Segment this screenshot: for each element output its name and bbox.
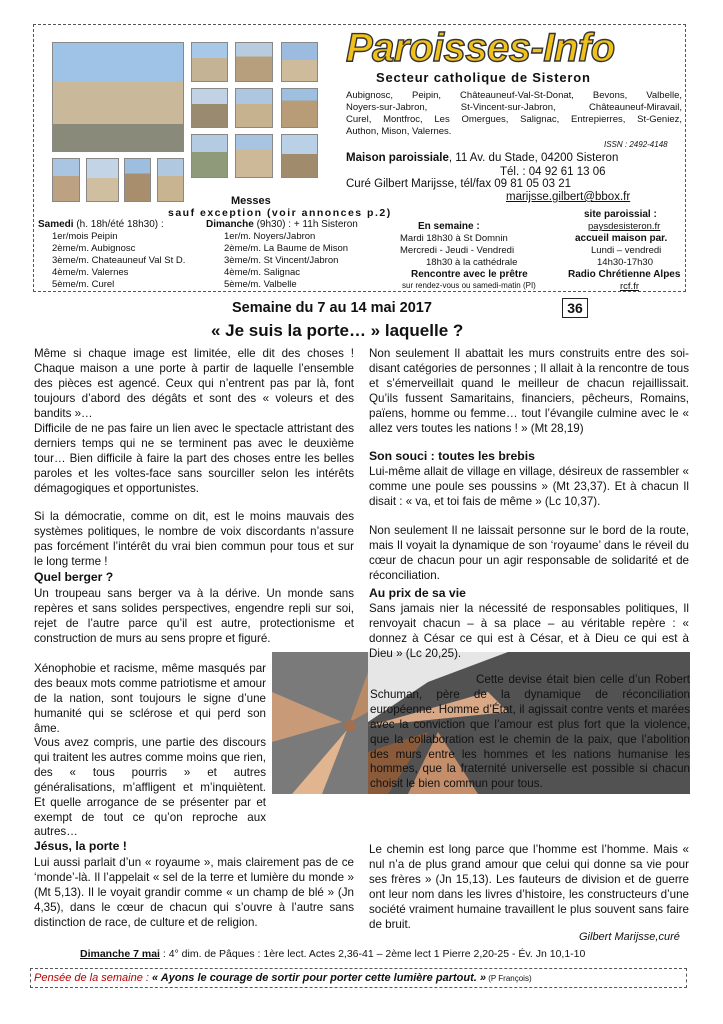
- maison-address: , 11 Av. du Stade, 04200 Sisteron: [448, 152, 619, 164]
- maison-label: Maison paroissiale: [346, 152, 449, 164]
- site-link[interactable]: paysdesisteron.fr: [588, 221, 661, 232]
- cure-contact: Curé Gilbert Marijsse, tél/fax 09 81 05 03 21: [346, 178, 572, 190]
- dimanche-heading: [206, 219, 358, 230]
- church-photo: [52, 158, 80, 202]
- issue-number: 36: [562, 298, 588, 318]
- church-photo: [281, 134, 318, 178]
- villages-line: Noyers-sur-Jabron, St-Vincent-sur-Jabron, Châteauneuf-Miravail,: [346, 102, 682, 113]
- rencontre-title: Rencontre avec le prêtre: [411, 269, 528, 280]
- church-photo: [191, 134, 228, 178]
- church-photo: [281, 42, 318, 82]
- right-paragraph: Le chemin est long parce que l’homme est l’homme. Mais « nul n’a de plus grand amour que celui qui donne sa vie pour ses frères » (Jn 15,13). Les fauteurs de division et de guerre ont leur nom dans les livres d’histoire, les constructeurs d’une société vraiment humaine travaillent le plus souvent sans faire de bruit.: [369, 843, 689, 931]
- accueil-days: Lundi – vendredi: [591, 245, 662, 256]
- left-paragraph: Un troupeau sans berger va à la dérive. Un monde sans repères et sans solides perspectives, engendre repli sur soi, rejet de l’autre parce qu’il est autre, protectionisme et construction de murs au sens propre et figuré.: [34, 587, 354, 645]
- dimanche-item: 2ème/m. La Baume de Mison: [224, 243, 349, 254]
- samedi-item: 5ème/m. Curel: [52, 279, 115, 290]
- right-paragraph: Sans jamais nier la nécessité de responsables politiques, Il renvoyait chacun – à sa place – au véritable repère : « donnez à César ce qui est à César, et à Dieu ce qui est à Dieu » (Lc 20,25).: [369, 602, 689, 660]
- church-photo: [281, 88, 318, 128]
- samedi-item: 2ème/m. Aubignosc: [52, 243, 136, 254]
- church-photo: [191, 42, 228, 82]
- left-paragraph: Si la démocratie, comme on dit, est le moins mauvais des systèmes politiques, le nombre de voix discordants n’assure pas forcément l’intérêt du vrai bien commun pour tous et sur le long terme !: [34, 510, 354, 568]
- church-photo: [191, 88, 228, 128]
- pensee-text: « Ayons le courage de sortir pour porter cette lumière partout. »: [148, 972, 486, 984]
- samedi-item: 4ème/m. Valernes: [52, 267, 129, 278]
- week-label: Semaine du 7 au 14 mai 2017: [232, 300, 432, 316]
- masthead-title: Paroisses-Info: [346, 26, 615, 70]
- footer-dimanche: Dimanche 7 mai: [80, 948, 160, 960]
- samedi-item: 3ème/m. Chateauneuf Val St D.: [52, 255, 186, 266]
- footer-readings: : 4° dim. de Pâques : 1ère lect. Actes 2,36-41 – 2ème lect 1 Pierre 2,20-25 - Év. Jn 10,1-10: [159, 948, 586, 960]
- semaine-item: 18h30 à la cathédrale: [426, 257, 518, 268]
- villages-line: Authon, Mison, Valernes.: [346, 126, 452, 137]
- left-paragraph: Difficile de ne pas faire un lien avec le spectacle attristant des derniers temps qui ne se terminent pas avec le deuxième tour… Bien difficile à faire la part des choses entre les belles paroles et les voltes-face sans sourciller selon les intérêts démagogiques et opportunistes.: [34, 422, 354, 495]
- church-photo: [235, 134, 273, 178]
- dimanche-item: 5ème/m. Valbelle: [224, 279, 297, 290]
- samedi-heading: [38, 219, 164, 230]
- accueil-title: accueil maison par.: [575, 233, 668, 244]
- signature: Gilbert Marijsse,curé: [579, 931, 680, 943]
- right-paragraph: Non seulement Il ne laissait personne sur le bord de la route, mais Il voyait la dynamique de son ‘royaume’ dans le réveil du cœur de chacun pour un agir responsable de solidarité et de réconciliation.: [369, 524, 689, 582]
- church-photo-main: [52, 42, 184, 152]
- dimanche-item: 1er/m. Noyers/Jabron: [224, 231, 316, 242]
- subheading-prix: Au prix de sa vie: [369, 586, 466, 600]
- church-photo: [86, 158, 119, 202]
- samedi-item: 1er/mois Peipin: [52, 231, 118, 242]
- readings-line: [80, 948, 585, 960]
- masthead-subtitle: Secteur catholique de Sisteron: [376, 70, 591, 85]
- left-paragraph: Vous avez compris, une partie des discours qui traitent les autres comme moins que rien, des « tous pourris » et autres généralisations, m’affligent et m’inquiètent. Et quelle arrogance de se présenter par et exempt de tout ce qu’on reproche aux autres…: [34, 736, 266, 839]
- hands-photo: [272, 652, 368, 794]
- subheading-jesus: Jésus, la porte !: [34, 839, 127, 853]
- semaine-title: En semaine :: [418, 221, 480, 232]
- right-paragraph: Non seulement Il abattait les murs construits entre des soi-disant catégories de personnes ; Il allait à la rencontre de tous et s’émerveillait quand le meilleur de chacun rejaillissait. Qu’ils fussent Samaritains, financiers, pêcheurs, Romains, païens, homme ou femme… tout l’évangile culmine avec le « allez vers toutes les nations ! » (Mt 28,19): [369, 347, 689, 435]
- semaine-item: Mercredi - Jeudi - Vendredi: [400, 245, 515, 256]
- pensee-author: (P François): [485, 974, 532, 983]
- subheading-berger: Quel berger ?: [34, 570, 114, 584]
- semaine-item: Mardi 18h30 à St Domnin: [400, 233, 508, 244]
- dimanche-title: Dimanche: [206, 219, 254, 230]
- church-photo: [235, 88, 273, 128]
- hands-illustration: [272, 652, 368, 794]
- right-paragraph: Lui-même allait de village en village, désireux de rassembler « comme une poule ses poussins » (Mt 23,37). Et à chacun Il disait : « va, et toi fais de même » (Lc 10,37).: [369, 465, 689, 508]
- villages-line: Aubignosc, Peipin, Châteauneuf-Val-St-Donat, Bevons, Valbelle,: [346, 90, 682, 101]
- maison-line: [346, 152, 618, 164]
- issn: ISSN : 2492-4148: [604, 140, 668, 149]
- right-paragraph: Cette devise était bien celle d’un Robert Schuman, père de la dynamique de réconciliation européenne. Homme d’État, il agissait contre vents et marées avec la conviction que l’amour est plus fort que la violence, que la collaboration est le chemin de la paix, que l’abolition des murs entre les hommes et les nations humanise les hommes, que la fraternité universelle est possible si chacun choisit le bien commun pour tous.: [370, 673, 690, 791]
- dimanche-item: 4ème/m. Salignac: [224, 267, 301, 278]
- tel: Tél. : 04 92 61 13 06: [500, 166, 606, 178]
- pensee-label: Pensée de la semaine :: [34, 972, 149, 984]
- radio-title: Radio Chrétienne Alpes: [568, 269, 681, 280]
- subheading-brebis: Son souci : toutes les brebis: [369, 449, 535, 463]
- left-paragraph: Xénophobie et racisme, même masqués par des beaux mots comme patriotisme et amour de la nation, sont toujours le signe d’une humanité qui se sclérose et qui perd son âme.: [34, 662, 266, 735]
- radio-link[interactable]: rcf.fr: [620, 281, 639, 292]
- church-photo: [157, 158, 184, 202]
- article-title: « Je suis la porte… » laquelle ?: [211, 321, 464, 340]
- left-paragraph: Lui aussi parlait d’un « royaume », mais clairement pas de ce ‘monde’-là. Il l’appelait « sel de la terre et lumière du monde » (Mt 5,13). Il le voyait grandir comme « un champ de blé » (Jn 4,35), dans le cœur de chacun qui s’ouvre à l’autre sans distinction de race, de culture et de religion.: [34, 856, 354, 929]
- church-photo: [235, 42, 273, 82]
- church-photo: [124, 158, 151, 202]
- messes-subtitle: sauf exception (voir annonces p.2): [168, 207, 392, 219]
- email-link[interactable]: marijsse.gilbert@bbox.fr: [506, 191, 631, 203]
- samedi-time: (h. 18h/été 18h30) :: [73, 219, 164, 230]
- pensee-line: [34, 972, 532, 984]
- left-paragraph: Même si chaque image est limitée, elle dit des choses ! Chaque maison a une porte à partir de laquelle l’ensemble des pièces est agencé. Ceux qui n’entrent pas par là, font toujours d’abord des dégâts et sont des « voleurs et des bandits »…: [34, 347, 354, 420]
- messes-title: Messes: [231, 195, 271, 207]
- accueil-hours: 14h30-17h30: [597, 257, 653, 268]
- dimanche-item: 3ème/m. St Vincent/Jabron: [224, 255, 339, 266]
- villages-line: Curel, Montfroc, Les Omergues, Salignac, Entrepierres, St-Geniez,: [346, 114, 682, 125]
- samedi-title: Samedi: [38, 219, 74, 230]
- rencontre-text: sur rendez-vous ou samedi-matin (PI): [402, 281, 536, 290]
- dimanche-time: (9h30) : + 11h Sisteron: [253, 219, 358, 230]
- site-title: site paroissial :: [584, 209, 657, 220]
